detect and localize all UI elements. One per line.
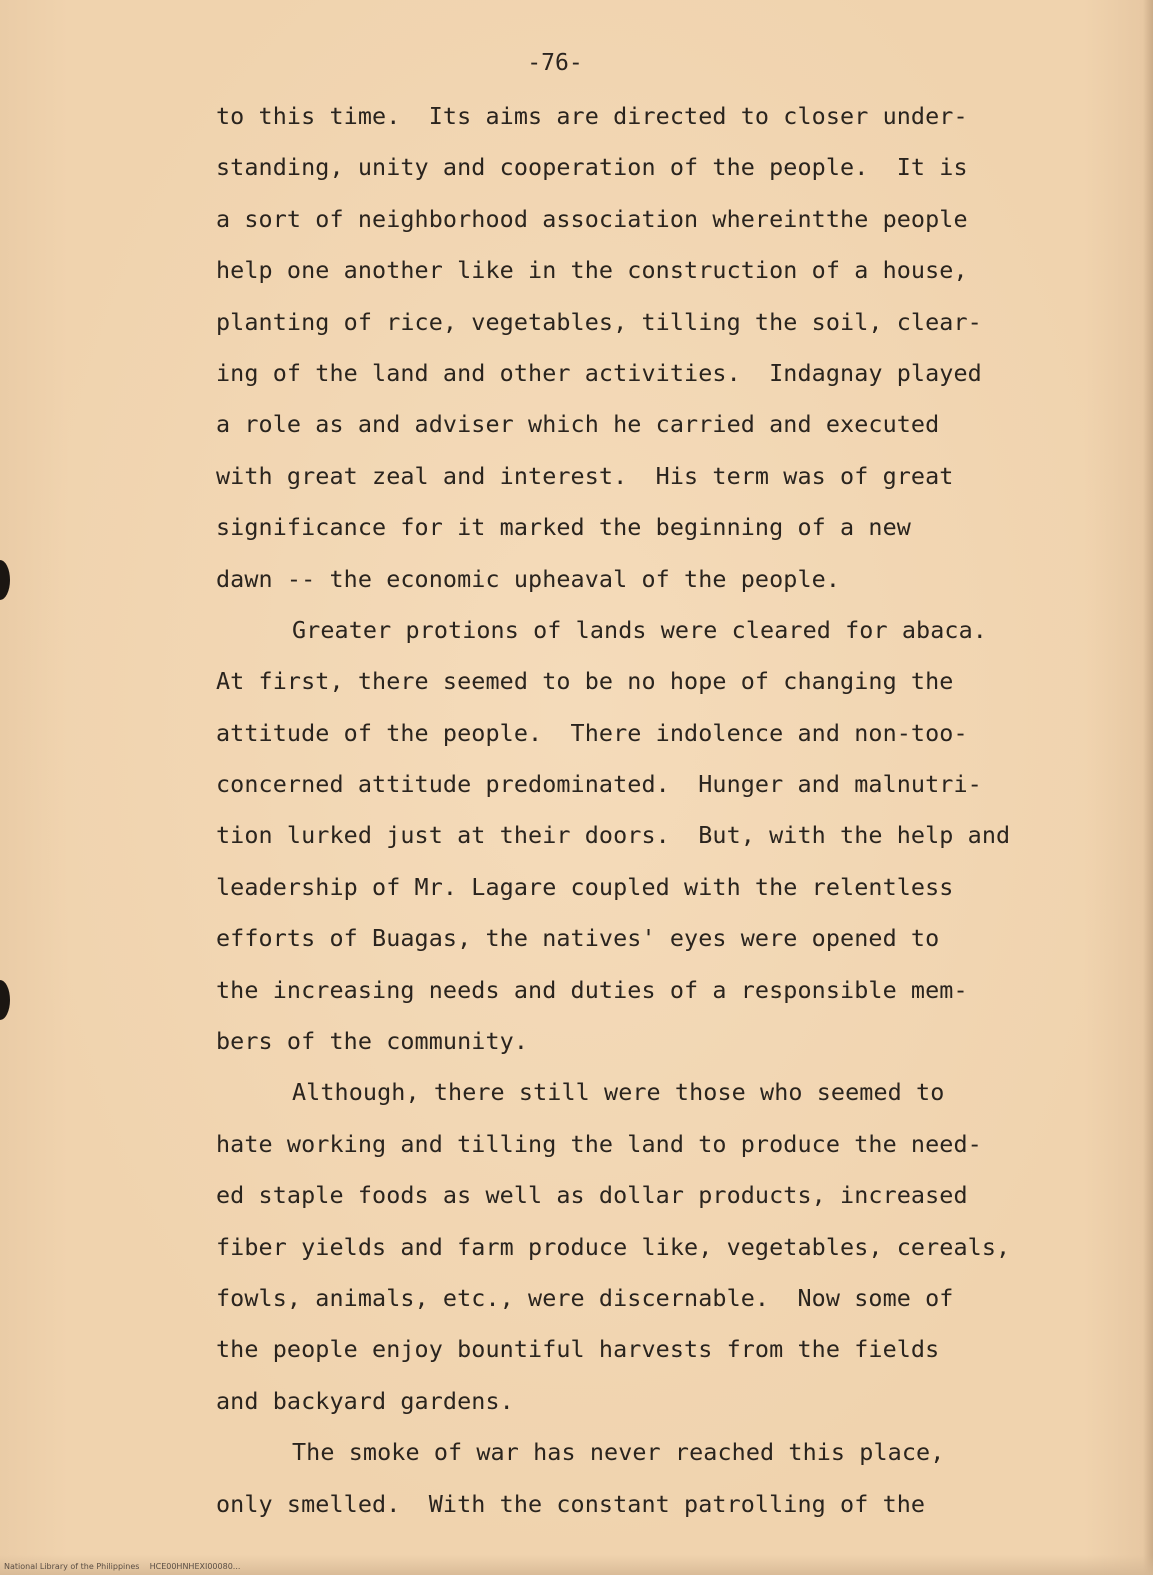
paragraph-start-line: The smoke of war has never reached this place, — [292, 1438, 945, 1467]
text-line: ing of the land and other activities. Indagnay played — [216, 358, 982, 387]
text-line: fowls, animals, etc., were discernable. Now some of — [216, 1283, 954, 1312]
scan-footer-strip — [0, 1555, 1153, 1575]
text-line: tion lurked just at their doors. But, with the help and — [216, 821, 1011, 850]
binding-hole — [0, 980, 10, 1020]
text-line: only smelled. With the constant patrolling of the — [216, 1489, 926, 1518]
text-line: planting of rice, vegetables, tilling the soil, clear- — [216, 307, 982, 336]
text-line: the increasing needs and duties of a responsible mem- — [216, 975, 968, 1004]
text-line: standing, unity and cooperation of the people. It is — [216, 153, 968, 182]
text-line: fiber yields and farm produce like, vegetables, cereals, — [216, 1232, 1011, 1261]
text-line: a role as and adviser which he carried and executed — [216, 410, 940, 439]
text-line: the people enjoy bountiful harvests from the fields — [216, 1335, 940, 1364]
text-line: At first, there seemed to be no hope of changing the — [216, 667, 954, 696]
text-line: attitude of the people. There indolence and non-too- — [216, 718, 968, 747]
text-line: concerned attitude predominated. Hunger and malnutri- — [216, 770, 982, 799]
text-line: a sort of neighborhood association whereintthe people — [216, 204, 968, 233]
text-line: dawn -- the economic upheaval of the people. — [216, 564, 841, 593]
paragraph-start-line: Although, there still were those who seemed to — [292, 1078, 945, 1107]
text-line: efforts of Buagas, the natives' eyes were opened to — [216, 924, 940, 953]
text-line: leadership of Mr. Lagare coupled with the relentless — [216, 872, 954, 901]
text-line: bers of the community. — [216, 1027, 529, 1056]
text-line: ed staple foods as well as dollar products, increased — [216, 1181, 968, 1210]
binding-hole — [0, 560, 10, 600]
text-line: help one another like in the construction of a house, — [216, 256, 968, 285]
text-line: and backyard gardens. — [216, 1386, 514, 1415]
text-line: to this time. Its aims are directed to closer under- — [216, 102, 968, 130]
body-text — [216, 98, 1096, 1537]
archive-footer-text: National Library of the Philippines HCE00HNHEXI00080... — [4, 1562, 241, 1571]
paragraph-start-line: Greater protions of lands were cleared for abaca. — [292, 615, 987, 644]
page-number: -76- — [527, 50, 583, 76]
page-edge-shadow — [1143, 0, 1153, 1575]
text-line: significance for it marked the beginning of a new — [216, 513, 911, 542]
text-line: hate working and tilling the land to produce the need- — [216, 1129, 982, 1158]
text-line: with great zeal and interest. His term was of great — [216, 461, 954, 490]
